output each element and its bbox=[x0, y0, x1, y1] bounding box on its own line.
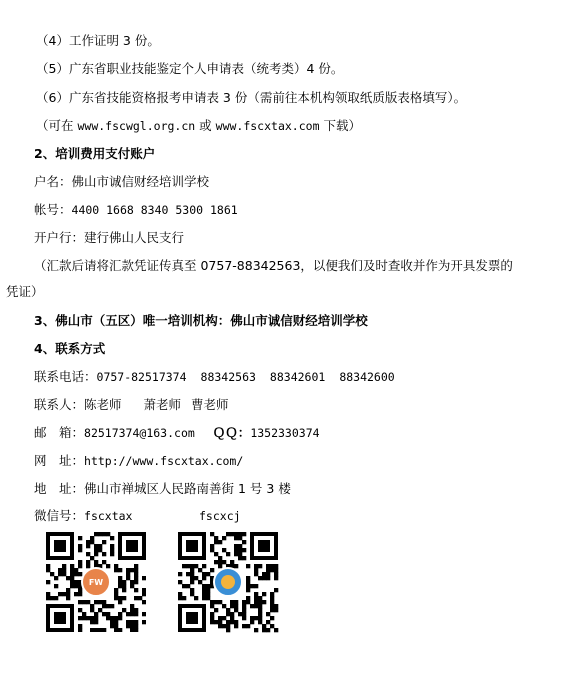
phone-3: 88342601 bbox=[269, 370, 326, 384]
fax-note-line1: （汇款后请将汇款凭证传真至 0757-88342563，以便我们及时查收并作为开具发票的 bbox=[34, 258, 513, 273]
requirement-item-4: （4）工作证明 3 份。 bbox=[36, 33, 160, 48]
website-link[interactable]: http://www.fscxtax.com/ bbox=[84, 454, 244, 468]
phone-2: 88342563 bbox=[200, 370, 256, 384]
qq-number: 1352330374 bbox=[250, 426, 320, 440]
requirement-item-5: （5）广东省职业技能鉴定个人申请表（统考类）4 份。 bbox=[36, 61, 344, 76]
contact-1: 陈老师 bbox=[84, 397, 122, 412]
section-4-heading: 4、联系方式 bbox=[34, 341, 106, 356]
account-number: 帐号：4400 1668 8340 5300 1861 bbox=[34, 202, 238, 217]
wechat-id-1: fscxtax bbox=[84, 509, 133, 523]
wechat-id-2: fscxcj bbox=[199, 509, 241, 523]
bank-name: 开户行：建行佛山人民支行 bbox=[34, 230, 185, 245]
phone-4: 88342600 bbox=[339, 370, 395, 384]
contact-3: 曹老师 bbox=[191, 397, 229, 412]
download-site-1[interactable]: www.fscwgl.org.cn bbox=[77, 119, 196, 133]
svg-text:FW: FW bbox=[88, 578, 104, 587]
download-site-2[interactable]: www.fscxtax.com bbox=[215, 119, 320, 133]
qr-code-fscxcj bbox=[178, 532, 278, 632]
email-address[interactable]: 82517374@163.com bbox=[84, 426, 195, 440]
contact-row: 联系人：陈老师 萧老师 曹老师 bbox=[34, 397, 229, 412]
section-2-heading: 2、培训费用支付账户 bbox=[34, 146, 156, 161]
address-row: 地 址：佛山市禅城区人民路南善街 1 号 3 楼 bbox=[34, 481, 291, 496]
phone-1: 0757-82517374 bbox=[96, 370, 187, 384]
web-row: 网 址：http://www.fscxtax.com/ bbox=[34, 453, 244, 468]
email-row: 邮 箱：82517374@163.com ＱＱ：1352330374 bbox=[34, 425, 320, 440]
download-note: （可在 www.fscwgl.org.cn 或 www.fscxtax.com 下载） bbox=[36, 118, 361, 133]
account-name: 户名：佛山市诚信财经培训学校 bbox=[34, 174, 210, 189]
phone-row: 联系电话：0757-82517374 88342563 88342601 88342600 bbox=[34, 369, 395, 384]
section-3-heading: 3、佛山市（五区）唯一培训机构：佛山市诚信财经培训学校 bbox=[34, 313, 368, 328]
address: 佛山市禅城区人民路南善街 1 号 3 楼 bbox=[84, 481, 291, 496]
wechat-row: 微信号：fscxtax bbox=[34, 508, 133, 523]
contact-2: 萧老师 bbox=[143, 397, 182, 412]
requirement-item-6: （6）广东省技能资格报考申请表 3 份（需前往本机构领取纸质版表格填写）。 bbox=[36, 90, 467, 105]
qr-code-fscxtax bbox=[46, 532, 146, 632]
fax-note-line2: 凭证） bbox=[6, 284, 44, 299]
